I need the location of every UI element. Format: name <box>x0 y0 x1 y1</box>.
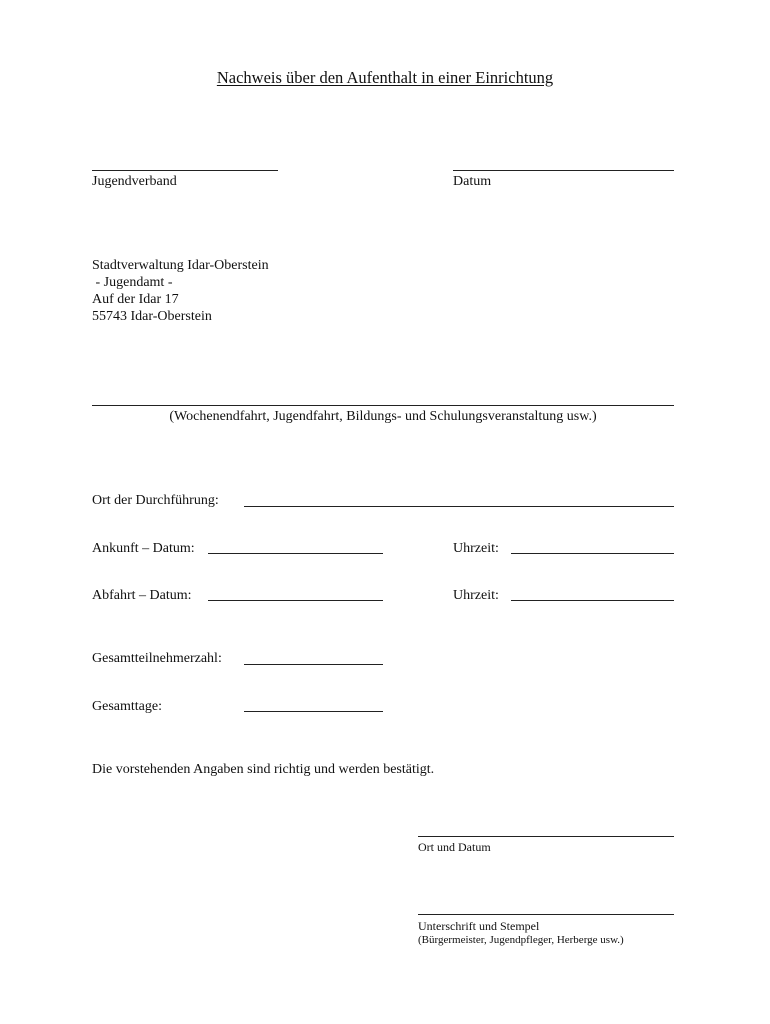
address-line-4: 55743 Idar-Oberstein <box>92 309 212 324</box>
teilnehmer-label: Gesamtteilnehmerzahl: <box>92 651 222 666</box>
confirmation-text: Die vorstehenden Angaben sind richtig und werden bestätigt. <box>92 762 435 777</box>
event-type-line[interactable] <box>92 405 674 406</box>
ort-datum-label: Ort und Datum <box>418 840 491 854</box>
event-type-hint: (Wochenendfahrt, Jugendfahrt, Bildungs- und Schulungsveranstaltung usw.) <box>169 409 597 424</box>
signature-hint: (Bürgermeister, Jugendpfleger, Herberge usw.) <box>418 934 624 946</box>
signature-line[interactable] <box>418 914 674 915</box>
abfahrt-datum-label: Abfahrt – Datum: <box>92 588 192 603</box>
datum-line[interactable] <box>453 170 674 171</box>
abfahrt-datum-line[interactable] <box>208 600 383 601</box>
datum-label: Datum <box>453 174 492 189</box>
address-line-3: Auf der Idar 17 <box>92 292 179 307</box>
ankunft-datum-line[interactable] <box>208 553 383 554</box>
ankunft-uhrzeit-label: Uhrzeit: <box>453 541 499 556</box>
ort-datum-line[interactable] <box>418 836 674 837</box>
teilnehmer-line[interactable] <box>244 664 383 665</box>
ankunft-uhrzeit-line[interactable] <box>511 553 674 554</box>
ankunft-datum-label: Ankunft – Datum: <box>92 541 195 556</box>
ort-input-line[interactable] <box>244 506 674 507</box>
jugendverband-line[interactable] <box>92 170 278 171</box>
address-line-2: - Jugendamt - <box>92 275 173 290</box>
form-title: Nachweis über den Aufenthalt in einer Einrichtung <box>216 68 554 87</box>
tage-line[interactable] <box>244 711 383 712</box>
signature-label: Unterschrift und Stempel <box>418 919 540 933</box>
address-line-1: Stadtverwaltung Idar-Oberstein <box>92 258 269 273</box>
ort-label: Ort der Durchführung: <box>92 493 219 508</box>
tage-label: Gesamttage: <box>92 699 162 714</box>
abfahrt-uhrzeit-line[interactable] <box>511 600 674 601</box>
jugendverband-label: Jugendverband <box>92 174 177 189</box>
abfahrt-uhrzeit-label: Uhrzeit: <box>453 588 499 603</box>
